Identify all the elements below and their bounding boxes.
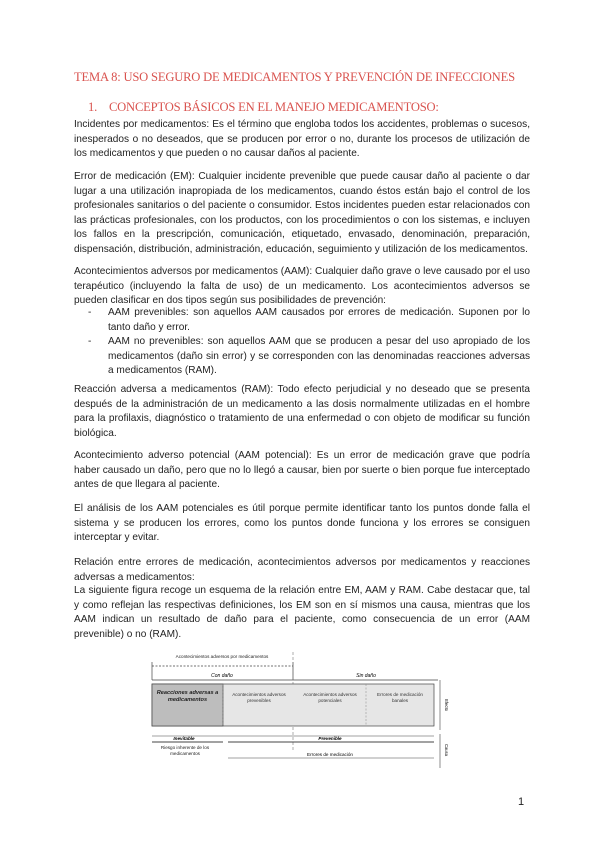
paragraph-ram: Reacción adversa a medicamentos (RAM): Todo efecto perjudicial y no deseado que se presenta después de la administración de un medicamento a las dosis normalmente utilizadas en el hombre para la profilaxis, diagnóstico o tratamiento de una enfermedad o con objeto de modificar su función biológica.: [74, 384, 530, 439]
list-marker: -: [88, 307, 92, 318]
box-ram: Reacciones adversas a medicamentos: [156, 690, 219, 703]
paragraph-aam-potencial: Acontecimiento adverso potencial (AAM potencial): Es un error de medicación grave que podría haber causado un daño, pero que no lo llegó a causar, bien por suerte o bien porque fue interceptado antes de que llegara al paciente.: [74, 450, 530, 491]
aam-types-list: [88, 306, 530, 379]
list-item: - AAM prevenibles: son aquellos AAM causados por errores de medicación. Suponen por lo tanto daño y error.: [88, 307, 530, 333]
con-dano-label: Con daño: [211, 673, 233, 679]
paragraph-relacion-heading: Relación entre errores de medicación, acontecimientos adversos por medicamentos y reacciones adversas a medicamentos:: [74, 557, 530, 583]
inevitable-label: Inevitable: [173, 736, 195, 741]
page-number: 1: [518, 796, 525, 808]
box-errores-banales: Errores de medicación banales: [377, 692, 423, 703]
section-number: 1.: [88, 100, 98, 114]
paragraph-analisis: El análisis de los AAM potenciales es útil porque permite identificar tanto los puntos donde falla el sistema y se producen los errores, como los puntos donde funciona y los errores se consiguen interceptar y evitar.: [74, 503, 530, 544]
errores-label: Errores de medicación: [307, 752, 353, 757]
section-heading: [88, 100, 439, 115]
section-title: CONCEPTOS BÁSICOS EN EL MANEJO MEDICAMENTOSO:: [108, 100, 439, 114]
efecto-label: Efecto: [444, 699, 449, 711]
list-marker: -: [88, 336, 92, 348]
paragraph-error-medicacion: Error de medicación (EM): Cualquier incidente prevenible que puede causar daño al paciente o dar lugar a una utilización inapropiada de los medicamentos, cuando éstos están bajo el control de los profesionales sanitarios o del paciente o consumidor. Estos incidentes pueden estar relacionados con las prácticas profesionales, con los productos, con los procedimientos o con los sistemas, e incluyen los fallos en la prescripción, comunicación, etiquetado, envasado, denominación, preparación, dispensación, distribución, administración, educación, seguimiento y utilización de los medicamentos.: [74, 171, 530, 255]
paragraph-aam: Acontecimientos adversos por medicamentos (AAM): Cualquier daño grave o leve causado por el uso terapéutico (incluyendo la falta de uso) de un medicamento. Los acontecimientos adversos se pueden clasificar en dos tipos según sus posibilidades de prevención:: [74, 266, 530, 307]
box-aam-potenciales: Acontecimientos adversos potenciales: [303, 692, 357, 703]
list-item: - AAM no prevenibles: son aquellos AAM que se producen a pesar del uso apropiado de los medicamentos (daño sin error) y se corresponden con las denominadas reacciones adversas a medicamentos (RAM).: [88, 336, 530, 377]
paragraph-incidentes: Incidentes por medicamentos: Es el término que engloba todos los accidentes, problemas o sucesos, inesperados o no deseados, que se producen por error o no, durante los procesos de utilización de los medicamentos y que pueden o no causar daños al paciente.: [74, 119, 530, 160]
prevenible-label: Prevenible: [318, 736, 342, 741]
sin-dano-label: Sin daño: [356, 673, 376, 679]
box-aam-prevenibles: Acontecimientos adversos prevenibles: [232, 692, 286, 703]
top-label: Acontecimientos adversos por medicamentos: [175, 654, 269, 659]
paragraph-figura-intro: La siguiente figura recoge un esquema de la relación entre EM, AAM y RAM. Cabe destacar que, tal y como reflejan las respectivas definiciones, los EM son en sí mismos una causa, mientras que los AAM indican un resultado de daño para el paciente, como consecuencia de un error (AAM prevenible) o no (RAM).: [74, 585, 530, 640]
riesgo-label: Riesgo inherente de los medicamentos: [160, 745, 210, 756]
document-title: TEMA 8: USO SEGURO DE MEDICAMENTOS Y PREVENCIÓN DE INFECCIONES: [74, 70, 515, 84]
relationship-diagram: [148, 650, 450, 778]
causa-label: Causa: [444, 743, 449, 757]
